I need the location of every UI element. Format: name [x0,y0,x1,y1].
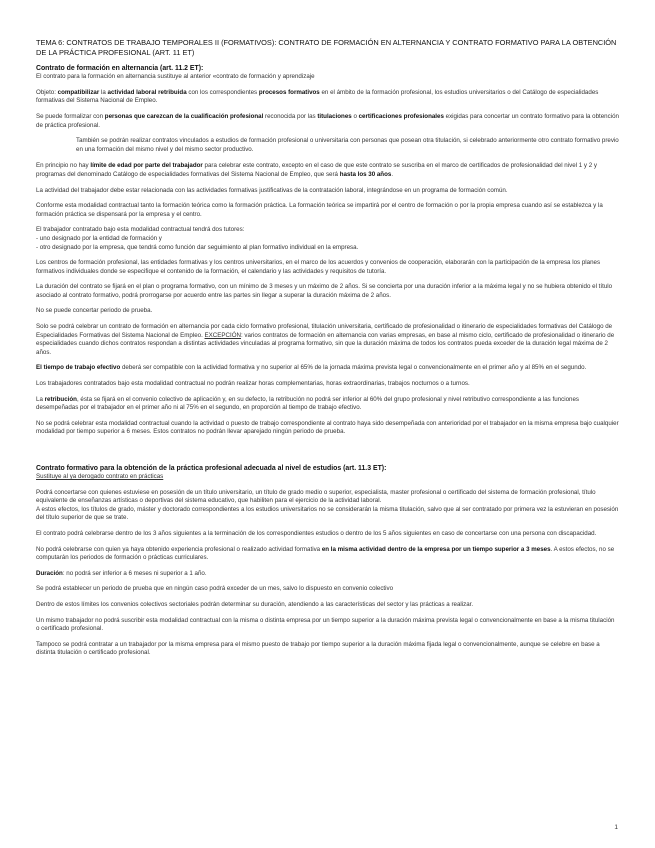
paragraph-retribucion: La retribución, ésta se fijará en el convenio colectivo de aplicación y, en su defecto, la retribución no podrá ser inferior al 60% del grupo profesional y nivel retributivo correspondiente a las funciones desempeñadas por el trabajador en el primer año ni al 75% en el segundo, en proporción al tiempo de trabajo efectivo. [36,395,579,412]
paragraph-teorica: Conforme esta modalidad contractual tanto la formación teórica como la formación práctica. La formación teórica se impartirá por el centro de formación o por la propia empresa cuando así se establezca y la formación práctica se dispensará por la empresa y el centro. [36,202,603,218]
paragraph-prueba: No se puede concertar periodo de prueba. [36,307,153,315]
paragraph-limites: Dentro de estos límites los convenios colectivos sectoriales podrán determinar su duración, atendiendo a las características del sector y las prácticas a realizar. [36,600,474,608]
paragraph-duracion-practica: Duración: no podrá ser inferior a 6 meses ni superior a 1 año. [36,569,207,577]
paragraph-ciclo: Solo se podrá celebrar un contrato de formación en alternancia por cada ciclo formativo profesional, titulación universitaria, certificado de profesionalidad o itinerario de especialidades formativas del Catálogo de Especialidades Formativas del Sistema Nacional de Empleo. EXCEPCIÓN: varios contratos de formación en alternancia con varias empresas, en base al mismo ciclo, certificado de profesionalidad o itinerario de especialidades cuando dichos contratos respondan a distintas actividades vinculadas al programa formativo, sin que la duración máxima de todos los contratos pueda exceder de la duración legal máxima de 2 años. [36,323,615,356]
paragraph-duracion: La duración del contrato se fijará en el plan o programa formativo, con un mínimo de 3 meses y un máximo de 2 años. Si se concierta por una duración inferior a la máxima legal y no se hubiera obtenido el título asociado al contrato formativo, podrá prorrogarse por acuerdo entre las partes sin llegar a superar la duración máxima de 2 años. [36,283,613,299]
section-subtitle: Sustituye al ya derogado contrato en prácticas [36,473,164,480]
paragraph-tutores: El trabajador contratado bajo esta modalidad contractual tendrá dos tutores: - uno designado por la entidad de formación y - otro designado por la empresa, que tendrá como función dar seguimiento al plan formativo individual en la empresa. [36,226,359,251]
paragraph-tampoco: Tampoco se podrá contratar a un trabajador por la misma empresa para el mismo puesto de trabajo por tiempo superior a la duración máxima fijada legal o convencionalmente, aunque se celebre en base a distinta titulación o certificado profesional. [36,640,600,657]
section-heading-practica: Contrato formativo para la obtención de la práctica profesional adecuada al nivel de estudios (art. 11.3 ET): [36,465,387,472]
paragraph-horas: Los trabajadores contratados bajo esta modalidad contractual no podrán realizar horas complementarias, horas extraordinarias, trabajos nocturnos o a turnos. [36,380,470,388]
paragraph-experiencia: No podrá celebrarse con quien ya haya obtenido experiencia profesional o realizado actividad formativa en la misma actividad dentro de la empresa por un tiempo superior a 3 meses. A estos efectos, no se computarán los periodos de formación o prácticas curriculares. [36,545,615,562]
paragraph-mismo-trabajador: Un mismo trabajador no podrá suscribir esta modalidad contractual con la misma o distinta empresa por un tiempo superior a la duración máxima prevista legal o convencionalmente en base a la misma titulación o certificado profesional. [36,616,615,633]
section-gap [36,444,619,464]
paragraph-prueba-practica: Se podrá establecer un periodo de prueba que en ningún caso podrá exceder de un mes, salvo lo dispuesto en convenio colectivo [36,585,394,593]
section-intro: El contrato para la formación en alternancia sustituye al anterior «contrato de formación y aprendizaje [36,73,315,81]
paragraph-objeto: Objeto: compatibilizar la actividad laboral retribuida con los correspondientes procesos formativos en el ámbito de la formación profesional, los estudios universitarios o del Catálogo de especialidades formativas del Sistema Nacional de Empleo. [36,88,599,105]
document-page [36,38,619,665]
section-heading-alternancia: Contrato de formación en alternancia (art. 11.2 ET): [36,65,204,73]
paragraph-plazo: El contrato podrá celebrarse dentro de los 3 años siguientes a la terminación de los correspondientes estudios o dentro de los 5 años siguientes en caso de concertarse con una persona con discapacidad. [36,529,597,537]
excepcion-label: EXCEPCIÓN [204,331,241,339]
paragraph-actividad: La actividad del trabajador debe estar relacionada con las actividades formativas justificativas de la contratación laboral, integrándose en un programa de formación común. [36,186,508,194]
page-number: 1 [614,824,618,831]
indented-note: También se podrán realizar contratos vinculados a estudios de formación profesional o universitaria con personas que posean otra titulación, si celebrado anteriormente otro contrato formativo previo en una formación del mismo nivel y del mismo sector productivo. [76,137,619,153]
paragraph-centros: Los centros de formación profesional, las entidades formativas y los centros universitarios, en el marco de los acuerdos y convenios de cooperación, elaborarán con la participación de la empresa los planes formativos individuales donde se especifique el contenido de la formación, el calendario y las actividades y requisitos de tutoría. [36,259,601,275]
paragraph-tiempo: El tiempo de trabajo efectivo deberá ser compatible con la actividad formativa y no superior al 65% de la jornada máxima prevista legal o convencionalmente en el primer año y al 85% en el segundo. [36,364,587,372]
paragraph-concertarse: Podrá concertarse con quienes estuviese en posesión de un título universitario, un título de grado medio o superior, especialista, master profesional o certificado del sistema de formación profesional, título equivalente de enseñanzas artísticas o deportivas del sistema educativo, que habiliten para el ejercicio de la actividad laboral. A estos efectos, los títulos de grado, máster y doctorado correspondientes a los estudios universitarios no se considerarán la misma titulación, salvo que al ser contratado por primera vez la estuvieran en posesión del título superior de que se trate. [36,488,619,522]
document-title: TEMA 6: CONTRATOS DE TRABAJO TEMPORALES II (FORMATIVOS): CONTRATO DE FORMACIÓN EN ALTERNANCIA Y CONTRATO FORMATIVO PARA LA OBTENCIÓN DE LA PRÁCTICA PROFESIONAL (ART. 11 ET) [36,38,617,57]
paragraph-edad: En principio no hay límite de edad por parte del trabajador para celebrar este contrato, excepto en el caso de que este contrato se suscriba en el marco de certificados de profesionalidad del nivel 1 y 2 y programas del denominado Catálogo de especialidades formativas del Sistema Nacional de Empleo, que será hasta los 30 años. [36,162,597,178]
paragraph-puesto: No se podrá celebrar esta modalidad contractual cuando la actividad o puesto de trabajo correspondiente al contrato haya sido desempeñada con anterioridad por el trabajador en la misma empresa bajo cualquier modalidad por tiempo superior a 6 meses. Estos contratos no podrán llevar aparejado ningún periodo de prueba. [36,419,619,436]
paragraph-personas: Se puede formalizar con personas que carezcan de la cualificación profesional reconocida por las titulaciones o certificaciones profesionales exigidas para concertar un contrato formativo para la obtención de práctica profesional. [36,112,619,129]
